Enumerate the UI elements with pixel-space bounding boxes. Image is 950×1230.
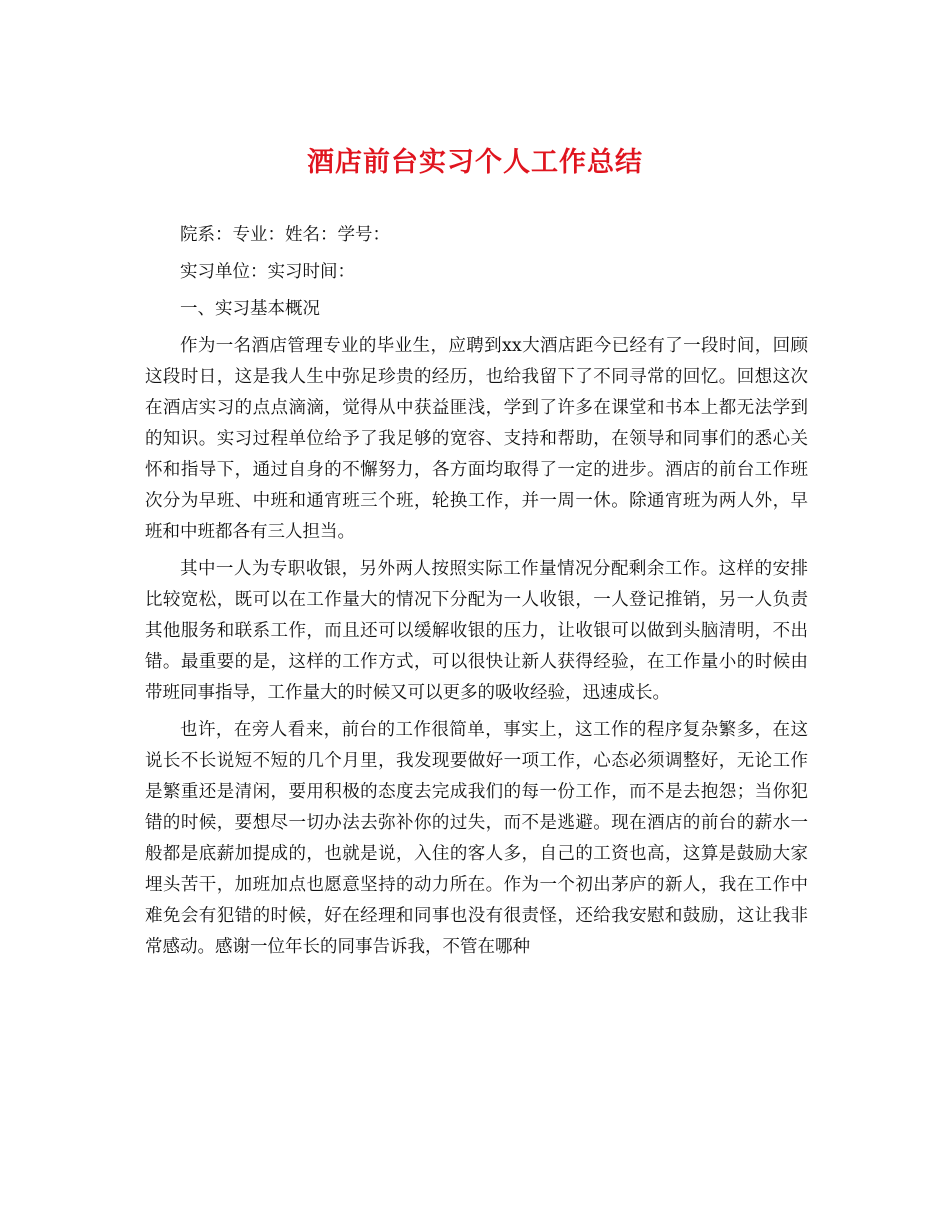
info-line-internship: 实习单位：实习时间： [180, 262, 355, 282]
paragraph-shifts: 其中一人为专职收银，另外两人按照实际工作量情况分配剩余工作。这样的安排比较宽松，既可以在工作量大的情况下分配为一人收银，一人登记推销，另一人负责其他服务和联系工作，而且还可以缓解收银的压力，让收银可以做到头脑清明，不出错。最重要的是，这样的工作方式，可以很快让新人获得经验，在工作量小的时候由带班同事指导，工作量大的时候又可以更多的吸收经验，迅速成长。 [145, 559, 808, 703]
paragraph-attitude: 也许，在旁人看来，前台的工作很简单，事实上，这工作的程序复杂繁多，在这说长不长说短不短的几个月里，我发现要做好一项工作，心态必须调整好，无论工作是繁重还是清闲，要用积极的态度去完成我们的每一份工作，而不是去抱怨；当你犯错的时候，要想尽一切办法去弥补你的过失，而不是逃避。现在酒店的前台的薪水一般都是底薪加提成的，也就是说，入住的客人多，自己的工资也高，这算是鼓励大家埋头苦干，加班加点也愿意坚持的动力所在。作为一个初出茅庐的新人，我在工作中难免会有犯错的时候，好在经理和同事也没有很责怪，还给我安慰和鼓励，这让我非常感动。感谢一位年长的同事告诉我，不管在哪种 [145, 720, 808, 957]
info-line-department: 院系：专业：姓名：学号： [180, 225, 390, 245]
section-heading-overview: 一、实习基本概况 [180, 299, 320, 319]
paragraph-intro: 作为一名酒店管理专业的毕业生，应聘到xx大酒店距今已经有了一段时间，回顾这段时日，这是我人生中弥足珍贵的经历，也给我留下了不同寻常的回忆。回想这次在酒店实习的点点滴滴，觉得从中获益匪浅，学到了许多在课堂和书本上都无法学到的知识。实习过程单位给予了我足够的宽容、支持和帮助，在领导和同事们的悉心关怀和指导下，通过自身的不懈努力，各方面均取得了一定的进步。酒店的前台工作班次分为早班、中班和通宵班三个班，轮换工作，并一周一休。除通宵班为两人外，早班和中班都各有三人担当。 [145, 336, 808, 542]
document-body [145, 220, 808, 969]
document-title: 酒店前台实习个人工作总结 [307, 147, 643, 178]
